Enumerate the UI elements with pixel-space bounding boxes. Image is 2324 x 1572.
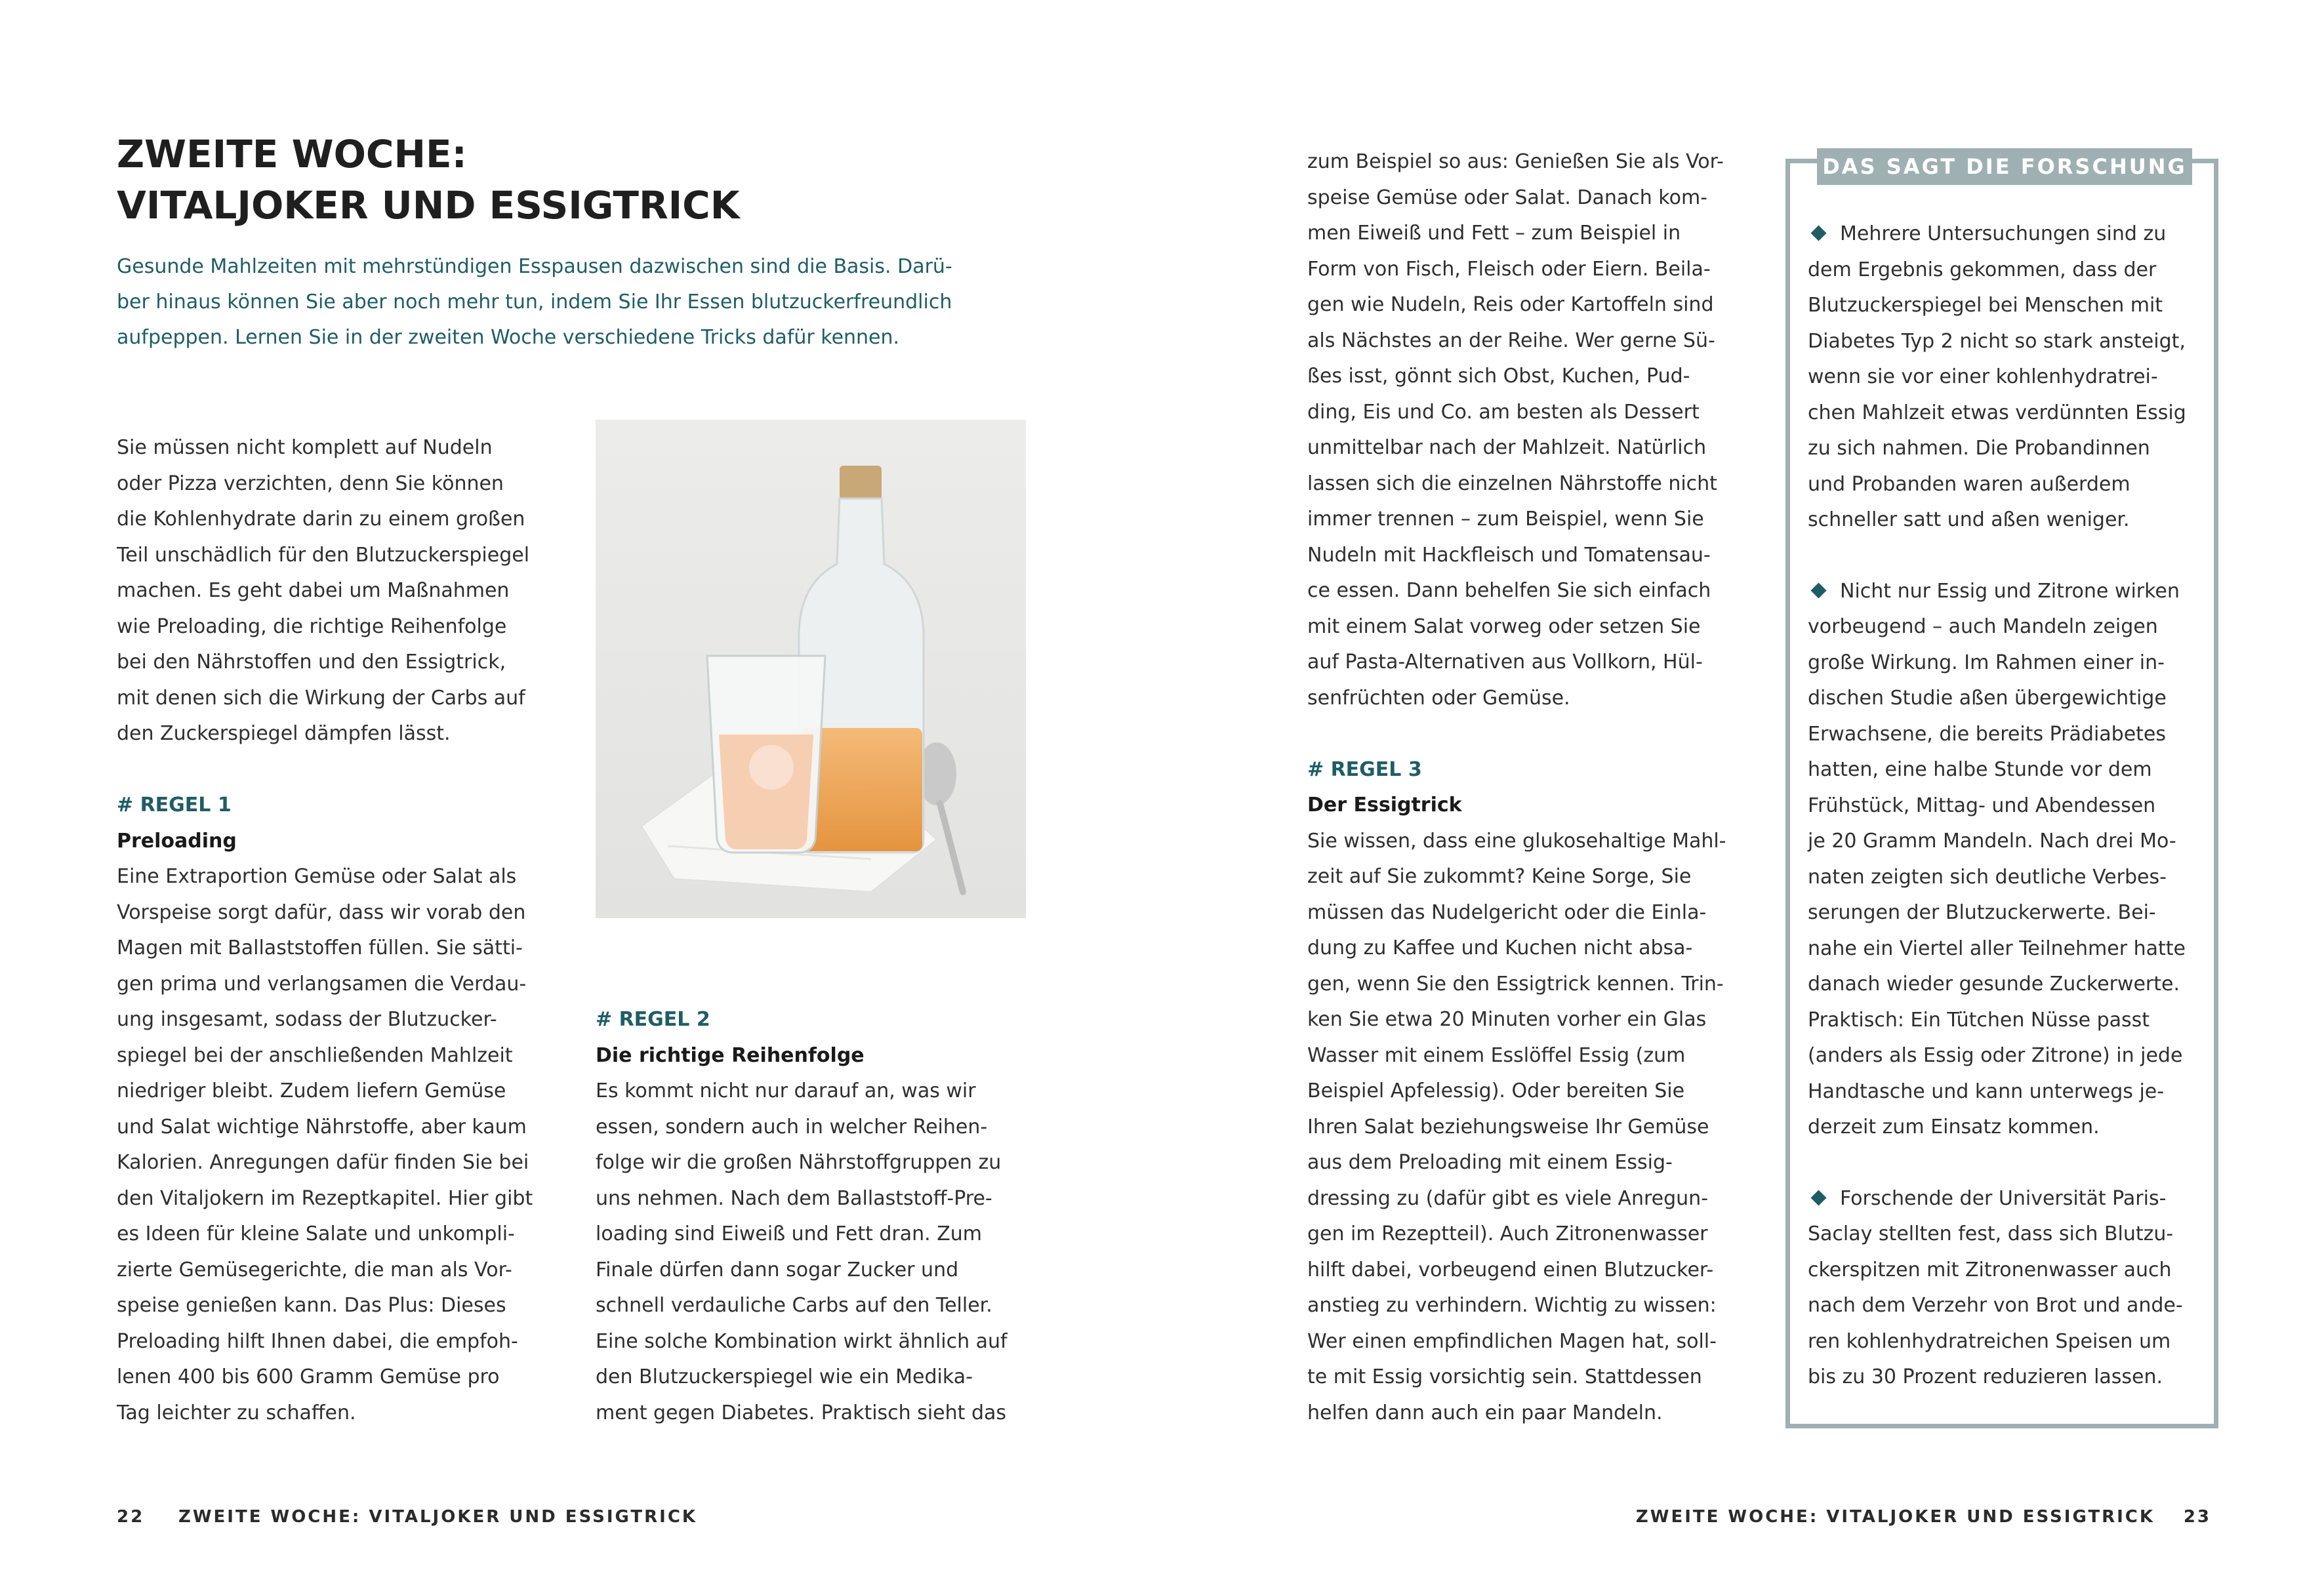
text-line: auf Pasta-Alternativen aus Vollkorn, Hül- [1307, 651, 1703, 674]
text-line: Teil unschädlich für den Blutzuckerspiegel [117, 543, 530, 567]
text-line: ung insgesamt, sodass der Blutzucker- [117, 1008, 497, 1031]
text-line: wie Preloading, die richtige Reihenfolge [117, 615, 507, 638]
text-line: essen, sondern auch in welcher Reihen- [596, 1115, 988, 1139]
text-line: Form von Fisch, Fleisch oder Eiern. Beila- [1307, 257, 1711, 281]
text-line: gen im Rezeptteil). Auch Zitronenwasser [1307, 1222, 1708, 1245]
vinegar-bottle-photo [596, 420, 1026, 918]
text-line: zierte Gemüsegerichte, die man als Vor- [117, 1258, 512, 1281]
research-item: Forschende der Universität Paris- Saclay stellten fest, dass sich Blutzu- ckerspitzen mit Zitronenwasser auch nach dem Verzehr von Brot und ande- ren kohlenhydratreichen Speisen um bis zu 30 Prozent reduzieren lassen. [1808, 1186, 2183, 1388]
text-line: dressing zu (dafür gibt es viele Anregun- [1307, 1186, 1709, 1210]
text-line: den Blutzuckerspiegel wie ein Medika- [596, 1365, 973, 1388]
column-3 [1307, 144, 1747, 1431]
research-box-text [1808, 216, 2201, 1431]
lead-paragraph [117, 249, 1048, 355]
rule-1-label: # REGEL 1 [117, 794, 232, 816]
text-line: folge wir die großen Nährstoffgruppen zu [596, 1151, 1002, 1174]
footer-running-title-right: ZWEITE WOCHE: VITALJOKER UND ESSIGTRICK [1635, 1507, 2155, 1527]
diamond-bullet-icon [1810, 582, 1826, 598]
text-line: Es kommt nicht nur darauf an, was wir [596, 1079, 976, 1102]
text-line: Beispiel Apfelessig). Oder bereiten Sie [1307, 1079, 1685, 1102]
text-line: Vorspeise sorgt dafür, dass wir vorab den [117, 900, 526, 924]
footer-page-number-left: 22 [117, 1507, 145, 1527]
intro-paragraph [117, 430, 550, 752]
research-box-title: DAS SAGT DIE FORSCHUNG [1817, 148, 2192, 185]
rule-2-title: Die richtige Reihenfolge [596, 1043, 865, 1067]
diamond-bullet-icon [1810, 1190, 1826, 1205]
text-line: die Kohlenhydrate darin zu einem großen [117, 508, 525, 531]
text-line: Tag leichter zu schaffen. [117, 1401, 356, 1424]
text-line: loading sind Eiweiß und Fett dran. Zum [596, 1222, 983, 1245]
text-line: Eine solche Kombination wirkt ähnlich auf [596, 1329, 1008, 1353]
text-line: gen wie Nudeln, Reis oder Kartoffeln sind [1307, 293, 1714, 316]
text-line: Finale dürfen dann sogar Zucker und [596, 1258, 959, 1281]
text-line: mit einem Salat vorweg oder setzen Sie [1307, 615, 1701, 638]
text-line: helfen dann auch ein paar Mandeln. [1307, 1401, 1663, 1424]
text-line: zum Beispiel so aus: Genießen Sie als Vor- [1307, 150, 1724, 173]
text-line: gen, wenn Sie den Essigtrick kennen. Trin- [1307, 972, 1724, 996]
photo-illustration [596, 420, 1026, 918]
text-line: müssen das Nudelgericht oder die Einla- [1307, 900, 1707, 924]
text-line: men Eiweiß und Fett – zum Beispiel in [1307, 222, 1681, 245]
text-line: als Nächstes an der Reihe. Wer gerne Sü- [1307, 329, 1715, 352]
text-line: oder Pizza verzichten, denn Sie können [117, 472, 504, 495]
rule-3-title: Der Essigtrick [1307, 794, 1462, 816]
text-line: dung zu Kaffee und Kuchen nicht absa- [1307, 937, 1693, 959]
rule-2-label: # REGEL 2 [596, 1008, 710, 1031]
rule-3-text [1307, 824, 1747, 1432]
text-line: lassen sich die einzelnen Nährstoffe nicht [1307, 472, 1717, 495]
text-line: anstieg zu verhindern. Wichtig zu wissen: [1307, 1294, 1717, 1317]
text-line: ßes isst, gönnt sich Obst, Kuchen, Pud- [1307, 365, 1690, 388]
text-line: zeit auf Sie zukommt? Keine Sorge, Sie [1307, 865, 1692, 888]
footer-running-title-left: ZWEITE WOCHE: VITALJOKER UND ESSIGTRICK [178, 1507, 698, 1527]
text-line: Ihren Salat beziehungsweise Ihr Gemüse [1307, 1115, 1709, 1139]
text-line: Eine Extraportion Gemüse oder Salat als [117, 865, 517, 888]
text-line: unmittelbar nach der Mahlzeit. Natürlich [1307, 436, 1707, 459]
text-line: ding, Eis und Co. am besten als Dessert [1307, 400, 1700, 424]
text-line: speise Gemüse oder Salat. Danach kom- [1307, 186, 1707, 209]
research-item: Nicht nur Essig und Zitrone wirken vorbeugend – auch Mandeln zeigen große Wirkung. Im Rahmen einer in- dischen Studie aßen übergewichtige Erwachsene, die bereits Prädiabetes hatten, eine halbe Stunde vor dem Frühstück, Mittag- und Abendessen je 20 Gramm Mandeln. Nach drei Mo- naten zeigten sich deutliche Verbes- serungen der Blutzuckerwerte. Bei- nahe ein Viertel aller Teilnehmer hatte danach wieder gesunde Zuckerwerte. Praktisch: Ein Tütchen Nüsse passt (anders als Essig oder Zitrone) in jede Handtasche und kann unterwegs je- derzeit zum Einsatz kommen. [1808, 579, 2186, 1139]
text-line: bei den Nährstoffen und den Essigtrick, [117, 651, 506, 674]
text-line: den Zuckerspiegel dämpfen lässt. [117, 722, 451, 745]
text-line: Wasser mit einem Esslöffel Essig (zum [1307, 1043, 1686, 1067]
text-line: den Vitaljokern im Rezeptkapitel. Hier gibt [117, 1186, 533, 1210]
text-line: und Salat wichtige Nährstoffe, aber kaum [117, 1115, 527, 1139]
text-line: Sie müssen nicht komplett auf Nudeln [117, 436, 493, 459]
column-2 [596, 1002, 1029, 1431]
text-line: senfrüchten oder Gemüse. [1307, 686, 1570, 710]
rule-1-text [117, 859, 550, 1431]
text-line: gen prima und verlangsamen die Verdau- [117, 972, 527, 996]
text-line: ce essen. Dann behelfen Sie sich einfach [1307, 579, 1711, 602]
rule-3-label: # REGEL 3 [1307, 757, 1422, 781]
title-line-1: ZWEITE WOCHE: [117, 132, 467, 176]
text-line: speise genießen kann. Das Plus: Dieses [117, 1294, 506, 1317]
text-line: te mit Essig vorsichtig sein. Stattdessen [1307, 1365, 1702, 1388]
lead-line: ber hinaus können Sie aber noch mehr tun, indem Sie Ihr Essen blutzuckerfreundlich [117, 291, 952, 313]
text-line: uns nehmen. Nach dem Ballaststoff-Pre- [596, 1186, 992, 1210]
column-1 [117, 430, 550, 1431]
page-title [117, 129, 1035, 231]
research-item: Mehrere Untersuchungen sind zu dem Ergebnis gekommen, dass der Blutzuckerspiegel bei Menschen mit Diabetes Typ 2 nicht so stark ansteigt, wenn sie vor einer kohlenhydratrei- chen Mahlzeit etwas verdünnten Essig zu sich nahmen. Die Probandinnen und Probanden waren außerdem schneller satt und aßen weniger. [1808, 222, 2186, 531]
text-line: aus dem Preloading mit einem Essig- [1307, 1151, 1673, 1174]
text-line: spiegel bei der anschließenden Mahlzeit [117, 1043, 513, 1067]
text-line: Magen mit Ballaststoffen füllen. Sie sätti- [117, 937, 523, 959]
text-line: Sie wissen, dass eine glukosehaltige Mahl- [1307, 829, 1726, 853]
text-line: es Ideen für kleine Salate und unkompli- [117, 1222, 515, 1245]
text-line: machen. Es geht dabei um Maßnahmen [117, 579, 510, 602]
text-line: niedriger bleibt. Zudem liefern Gemüse [117, 1079, 506, 1102]
lead-line: Gesunde Mahlzeiten mit mehrstündigen Esspausen dazwischen sind die Basis. Darü- [117, 255, 952, 278]
rule-1-title: Preloading [117, 829, 237, 853]
diamond-bullet-icon [1810, 225, 1826, 241]
rule-2-text [596, 1074, 1029, 1431]
text-line: immer trennen – zum Beispiel, wenn Sie [1307, 508, 1704, 531]
footer-page-number-right: 23 [2183, 1507, 2211, 1527]
continued-text [1307, 144, 1747, 716]
text-line: ken Sie etwa 20 Minuten vorher ein Glas [1307, 1008, 1707, 1031]
text-line: Kalorien. Anregungen dafür finden Sie bei [117, 1151, 529, 1174]
text-line: schnell verdauliche Carbs auf den Teller. [596, 1294, 992, 1317]
text-line: ment gegen Diabetes. Praktisch sieht das [596, 1401, 1007, 1424]
text-line: Wer einen empfindlichen Magen hat, soll- [1307, 1329, 1717, 1353]
text-line: lenen 400 bis 600 Gramm Gemüse pro [117, 1365, 500, 1388]
title-line-2: VITALJOKER UND ESSIGTRICK [117, 183, 740, 228]
text-line: Nudeln mit Hackfleisch und Tomatensau- [1307, 543, 1711, 567]
lead-line: aufpeppen. Lernen Sie in der zweiten Woche verschiedene Tricks dafür kennen. [117, 326, 900, 349]
text-line: hilft dabei, vorbeugend einen Blutzucker- [1307, 1258, 1714, 1281]
text-line: Preloading hilft Ihnen dabei, die empfoh- [117, 1329, 518, 1353]
text-line: mit denen sich die Wirkung der Carbs auf [117, 686, 525, 710]
